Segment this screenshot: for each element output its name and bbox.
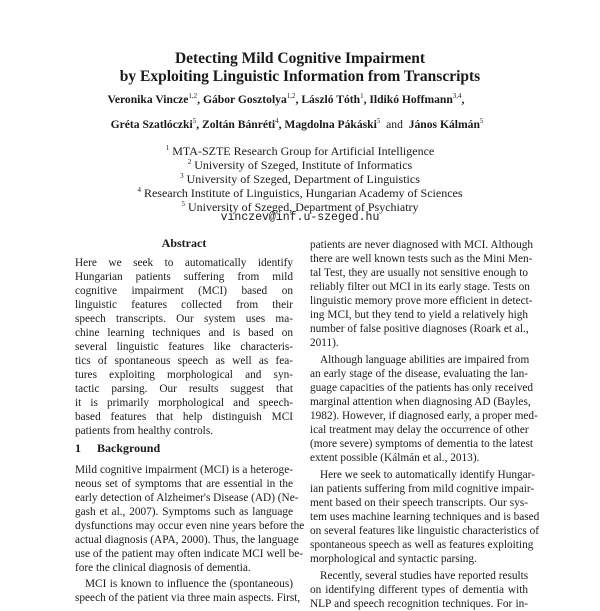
abstract-line: Hungarian patients suffering from mild	[75, 271, 293, 283]
paper-title-line-1: Detecting Mild Cognitive Impairment	[174, 50, 426, 67]
author-name: Gréta Szatlóczki	[110, 117, 193, 131]
author-name: Gábor Gosztolya	[202, 92, 287, 106]
body-line: ian patients suffering from mild cognitive impair-	[310, 483, 535, 495]
body-line: (more severe) symptoms of dementia to the latest	[310, 438, 534, 450]
body-line: early detection of Alzheimer's Disease (AD) (Ne-	[75, 492, 299, 504]
body-line: marginal attention when diagnosing AD (Bayles,	[310, 396, 531, 408]
body-line: spontaneous speech as well as features exploiting	[310, 539, 534, 551]
abstract-heading: Abstract	[161, 236, 207, 250]
author-affiliation-mark: 5	[479, 117, 484, 125]
abstract-line: tactic parsing. Our results suggest that	[75, 383, 293, 395]
author-affiliation-mark: 1	[360, 92, 364, 100]
section-number: 1	[75, 441, 81, 455]
body-line: linguistic memory prove more efficient in detect-	[310, 295, 533, 307]
abstract-line: linguistic features collected from their	[75, 299, 293, 311]
author-line-1: Veronika Vincze$^{1,2}$, Gábor Gosztolya$^{1,2}$, László Tóth$^1$, Ildikó Hoffmann$^{3,4}$,	[107, 92, 465, 106]
body-line: use of the patient may often indicate MCI well be-	[75, 548, 304, 560]
affiliation-text: Research Institute of Linguistics, Hungarian Academy of Sciences	[143, 186, 463, 200]
body-line: Recently, several studies have reported results	[320, 570, 529, 582]
section-title: Background	[97, 441, 161, 455]
affiliation-mark: 5	[181, 200, 185, 208]
affiliation-text: University of Szeged, Department of Linguistics	[186, 172, 420, 186]
body-line: MCI is known to influence the (spontaneous)	[85, 578, 293, 590]
author-affiliation-mark: 3,4	[452, 92, 462, 100]
body-line: ment based on their speech transcripts. Our sys-	[310, 497, 528, 509]
body-line: Mild cognitive impairment (MCI) is a heteroge-	[75, 464, 293, 476]
body-line: Here we seek to automatically identify Hungar-	[320, 469, 535, 481]
author-name: Magdolna Pákáski	[284, 117, 377, 131]
abstract-line: patients from healthy controls.	[75, 425, 214, 437]
body-line: morphological and syntactic parsing.	[310, 553, 477, 565]
affiliation-mark: 3	[180, 172, 184, 180]
body-line: an early stage of the disease, evaluating the lan-	[310, 368, 528, 380]
author-affiliation-mark: 4	[275, 117, 279, 125]
author-affiliation-mark: 5	[376, 117, 381, 125]
body-line: fore the clinical diagnosis of dementia.	[75, 562, 251, 574]
body-line: actual diagnosis (APA, 2000). Thus, the language	[75, 534, 299, 546]
author-affiliation-mark: 1,2	[188, 92, 198, 100]
affiliation-mark: 4	[137, 186, 141, 194]
body-line: neous set of symptoms that are essential in the	[75, 478, 293, 490]
body-line: ical treatment may delay the occurrence of other	[310, 424, 529, 436]
section-heading-background	[75, 441, 160, 455]
abstract-line: based features that help distinguish MCI	[75, 411, 293, 423]
abstract-line: speech transcripts. Our system uses ma-	[75, 313, 293, 325]
body-line: speech of the patient via three main aspects. First,	[75, 592, 301, 604]
abstract-line: Here we seek to automatically identify	[75, 257, 293, 269]
affiliation-text: MTA-SZTE Research Group for Artificial Intelligence	[172, 144, 435, 158]
contact-email[interactable]: vinczev@inf.u-szeged.hu	[220, 211, 380, 224]
author-name: János Kálmán	[408, 117, 480, 131]
body-line: guage capacities of the patients has only received	[310, 382, 534, 394]
affiliation-mark: 2	[187, 158, 192, 166]
paper-title-line-2: by Exploiting Linguistic Information from Transcripts	[119, 68, 481, 85]
body-line: 1982). However, if diagnosed early, a proper med-	[310, 410, 538, 422]
author-name: Ildikó Hoffmann	[369, 92, 453, 106]
abstract-line: several linguistic features like characteris-	[75, 341, 293, 353]
body-line: extent possible (Kálmán et al., 2013).	[310, 452, 480, 464]
affiliation-text: University of Szeged, Department of Psychiatry	[187, 200, 419, 214]
body-line: number of false positive diagnoses (Roark et al.,	[310, 323, 529, 335]
author-affiliation-mark: 1,2	[286, 92, 296, 100]
body-line: on several features like linguistic characteristics of	[310, 525, 539, 537]
body-line: 2011).	[310, 337, 339, 349]
abstract-line: tics of spontaneous speech as well as fea-	[75, 355, 293, 367]
body-line: there are well known tests such as the Mini Men-	[310, 253, 533, 265]
abstract-line: tures exploiting morphological and syn-	[75, 369, 293, 381]
abstract-line: cognitive impairment (MCI) based on	[75, 285, 293, 297]
body-line: tem uses machine learning techniques and is based	[310, 511, 540, 523]
body-line: reliably filter out MCI in its early stage. Tests on	[310, 281, 530, 293]
and-word: and	[386, 117, 403, 131]
body-line: gash et al., 2007). Symptoms such as language	[75, 506, 293, 518]
body-line: Although language abilities are impaired from	[320, 354, 530, 366]
body-line: on identifying different types of dementia with	[310, 584, 528, 596]
body-line: ing MCI, but they tend to yield a relatively high	[310, 309, 528, 321]
author-name: László Tóth	[301, 92, 361, 106]
author-line-2: Gréta Szatlóczki$^5$, Zoltán Bánréti$^4$, Magdolna Pákáski$^5$ and János Kálmán$^5$	[110, 117, 484, 131]
body-line: patients are never diagnosed with MCI. Although	[310, 239, 534, 251]
affiliation-text: University of Szeged, Institute of Informatics	[194, 158, 413, 172]
author-affiliation-mark: 5	[192, 117, 197, 125]
abstract-line: it is primarily morphological and speech-	[75, 397, 293, 409]
body-line: dysfunctions may occur even nine years before the	[75, 520, 305, 532]
abstract-line: chine learning techniques and is based on	[75, 327, 293, 339]
body-line: tal Test, they are usually not sensitive enough to	[310, 267, 528, 279]
author-name: Zoltán Bánréti	[202, 117, 276, 131]
body-line: NLP and speech recognition techniques. For in-	[310, 598, 528, 610]
author-name: Veronika Vincze	[107, 92, 189, 106]
affiliation-mark: 1	[165, 144, 170, 152]
